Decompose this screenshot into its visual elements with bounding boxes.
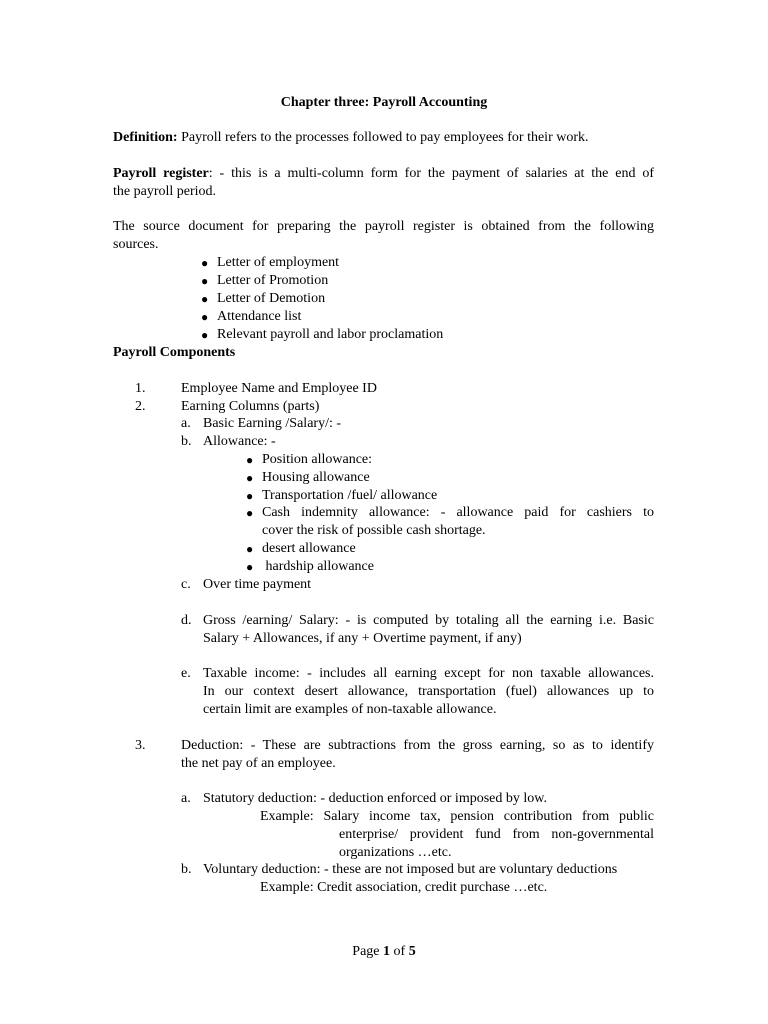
source-item: Letter of employment — [217, 255, 340, 270]
source-doc-line1: The source document for preparing the payroll register is obtained from the following — [113, 219, 654, 234]
deduction-line2: the net pay of an employee. — [181, 756, 336, 771]
sub-label: d. — [181, 613, 192, 628]
allowance-heading: Allowance: - — [203, 434, 276, 449]
of-word: of — [390, 944, 409, 959]
sub-label: a. — [181, 791, 191, 806]
page-number: 1 — [383, 944, 391, 959]
bullet-icon: ● — [246, 542, 254, 556]
sub-label: e. — [181, 666, 191, 681]
bullet-icon: ● — [246, 560, 254, 574]
components-heading: Payroll Components — [113, 345, 236, 360]
bullet-icon: ● — [246, 453, 254, 467]
allowance-item: Transportation /fuel/ allowance — [262, 488, 438, 503]
source-item: Relevant payroll and labor proclamation — [217, 327, 444, 342]
voluntary-example: Example: Credit association, credit purchase …etc. — [260, 880, 548, 895]
taxable-income-line2: In our context desert allowance, transportation (fuel) allowances up to — [203, 684, 654, 699]
component-item-2: Earning Columns (parts) — [181, 399, 320, 414]
source-doc-line2: sources. — [113, 237, 159, 252]
sub-label: a. — [181, 416, 191, 431]
sub-label: b. — [181, 434, 192, 449]
source-item: Attendance list — [217, 309, 302, 324]
list-number: 2. — [135, 399, 146, 414]
allowance-item: hardship allowance — [262, 559, 374, 574]
bullet-icon: ● — [201, 292, 209, 306]
allowance-item: desert allowance — [262, 541, 356, 556]
bullet-icon: ● — [246, 489, 254, 503]
component-item-1: Employee Name and Employee ID — [181, 381, 377, 396]
overtime-payment: Over time payment — [203, 577, 312, 592]
deduction-line1: Deduction: - These are subtractions from the gross earning, so as to identify — [181, 738, 654, 753]
bullet-icon: ● — [201, 256, 209, 270]
bullet-icon: ● — [201, 328, 209, 342]
bullet-icon: ● — [201, 310, 209, 324]
voluntary-deduction: Voluntary deduction: - these are not imposed but are voluntary deductions — [203, 862, 618, 877]
allowance-item-continued: cover the risk of possible cash shortage. — [262, 523, 486, 538]
payroll-register-line2: the payroll period. — [113, 184, 217, 199]
sub-label: b. — [181, 862, 192, 877]
source-item: Letter of Demotion — [217, 291, 326, 306]
definition-paragraph — [113, 129, 589, 147]
page-title: Chapter three: Payroll Accounting — [280, 95, 488, 110]
taxable-income-line3: certain limit are examples of non-taxable allowance. — [203, 702, 497, 717]
page-footer — [0, 943, 768, 961]
page-total: 5 — [408, 944, 416, 959]
allowance-item: Housing allowance — [262, 470, 370, 485]
source-item: Letter of Promotion — [217, 273, 329, 288]
definition-text: Payroll refers to the processes followed to pay employees for their work. — [177, 130, 589, 145]
page-word: Page — [352, 944, 384, 959]
statutory-example-line2: enterprise/ provident fund from non-governmental — [339, 827, 654, 842]
gross-salary-line1: Gross /earning/ Salary: - is computed by totaling all the earning i.e. Basic — [203, 613, 654, 628]
statutory-deduction: Statutory deduction: - deduction enforced or imposed by low. — [203, 791, 547, 806]
bullet-icon: ● — [246, 471, 254, 485]
list-number: 3. — [135, 738, 146, 753]
allowance-item: Position allowance: — [262, 452, 373, 467]
sub-label: c. — [181, 577, 191, 592]
payroll-register-line1 — [113, 165, 654, 183]
list-number: 1. — [135, 381, 146, 396]
bullet-icon: ● — [246, 506, 254, 520]
statutory-example-line3: organizations …etc. — [339, 845, 452, 860]
statutory-example-line1: Example: Salary income tax, pension contribution from public — [260, 809, 654, 824]
definition-label: Definition: — [113, 130, 178, 145]
allowance-item: Cash indemnity allowance: - allowance paid for cashiers to — [262, 505, 654, 520]
payroll-register-text: : - this is a multi-column form for the payment of salaries at the end of — [208, 166, 654, 181]
taxable-income-line1: Taxable income: - includes all earning except for non taxable allowances. — [203, 666, 654, 681]
payroll-register-label: Payroll register — [113, 166, 209, 181]
gross-salary-line2: Salary + Allowances, if any + Overtime payment, if any) — [203, 631, 522, 646]
basic-earning: Basic Earning /Salary/: - — [203, 416, 342, 431]
bullet-icon: ● — [201, 274, 209, 288]
